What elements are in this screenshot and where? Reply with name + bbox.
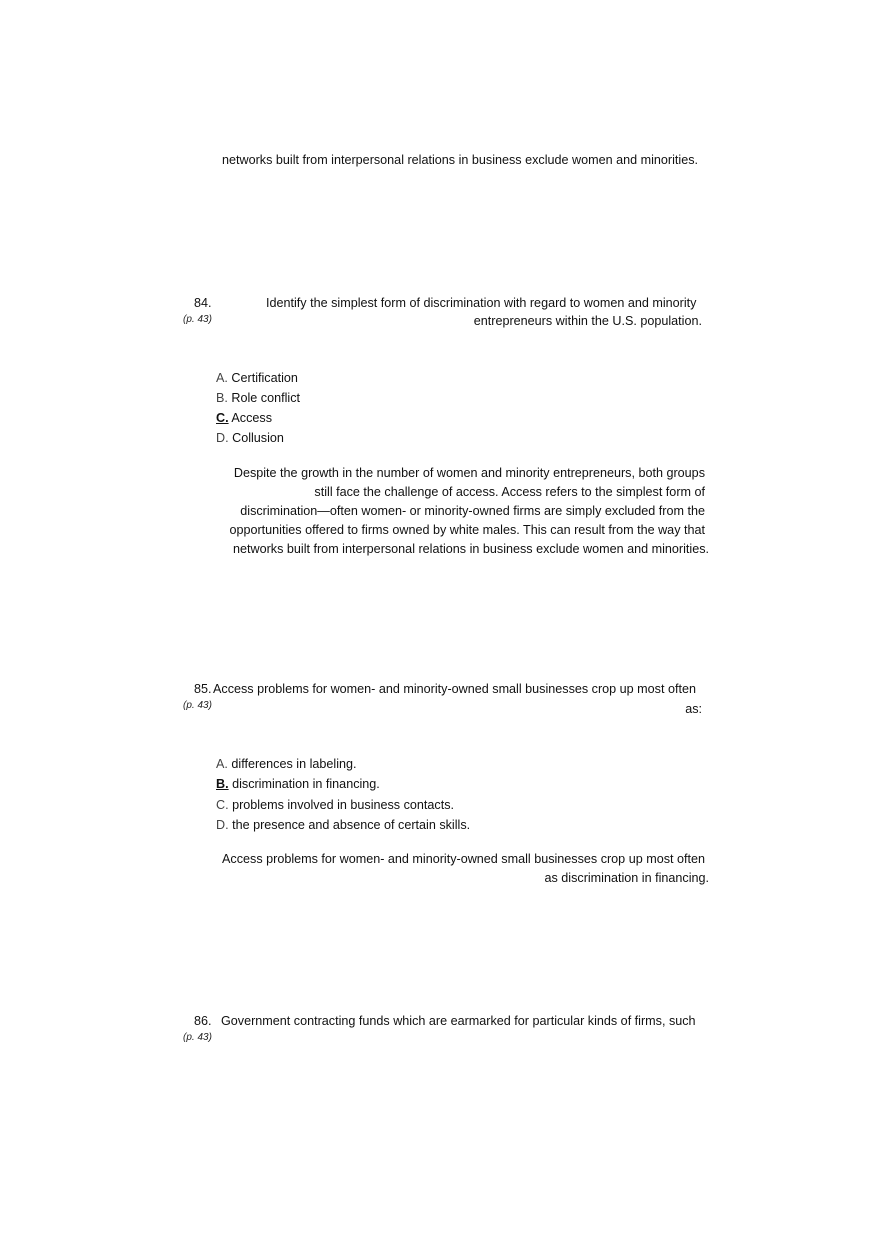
explanation-line: as discrimination in financing.: [544, 871, 709, 885]
option-text: Access: [231, 411, 272, 425]
option-text: discrimination in financing.: [232, 777, 380, 791]
option-letter: D.: [216, 431, 229, 445]
option-letter: D.: [216, 818, 229, 832]
page-reference: (p. 43): [183, 314, 212, 325]
option-d: [216, 815, 470, 835]
question-number: 86.: [194, 1014, 212, 1028]
question-text-line-2: entrepreneurs within the U.S. population.: [473, 314, 702, 328]
correct-option-letter: B.: [216, 777, 229, 791]
option-text: Role conflict: [231, 391, 301, 405]
question-text-line-1: Government contracting funds which are earmarked for particular kinds of firms, such: [221, 1014, 696, 1028]
question-text-line-1: Access problems for women- and minority-owned small businesses crop up most often: [213, 682, 696, 696]
question-text-line-2: as:: [685, 702, 702, 716]
option-b: [216, 388, 300, 408]
option-a: [216, 754, 357, 774]
question-number: 85.: [194, 682, 212, 696]
option-letter: A.: [216, 757, 228, 771]
option-d: [216, 428, 284, 448]
page-reference: (p. 43): [183, 700, 212, 711]
option-text: Collusion: [232, 431, 284, 445]
explanation-line: Access problems for women- and minority-owned small businesses crop up most often: [222, 852, 705, 866]
option-b-correct: [216, 774, 380, 794]
previous-explanation-fragment: networks built from interpersonal relations in business exclude women and minorities.: [222, 153, 698, 167]
explanation-line: still face the challenge of access. Access refers to the simplest form of: [314, 485, 705, 499]
question-number: 84.: [194, 296, 212, 310]
option-text: differences in labeling.: [231, 757, 357, 771]
option-letter: C.: [216, 798, 229, 812]
option-text: Certification: [231, 371, 298, 385]
option-text: the presence and absence of certain skills.: [232, 818, 471, 832]
correct-option-letter: C.: [216, 411, 229, 425]
page-reference: (p. 43): [183, 1032, 212, 1043]
option-a: [216, 368, 298, 388]
option-c-correct: [216, 408, 272, 428]
explanation: [185, 464, 709, 559]
explanation: [185, 850, 709, 888]
question-text-line-1: Identify the simplest form of discrimination with regard to women and minority: [266, 296, 697, 310]
option-c: [216, 795, 454, 815]
explanation-line: networks built from interpersonal relations in business exclude women and minorities.: [233, 542, 709, 556]
explanation-line: opportunities offered to firms owned by white males. This can result from the way that: [229, 523, 705, 537]
explanation-line: discrimination—often women- or minority-owned firms are simply excluded from the: [240, 504, 705, 518]
option-letter: B.: [216, 391, 228, 405]
explanation-line: Despite the growth in the number of women and minority entrepreneurs, both groups: [233, 466, 705, 480]
option-text: problems involved in business contacts.: [232, 798, 454, 812]
option-letter: A.: [216, 371, 228, 385]
